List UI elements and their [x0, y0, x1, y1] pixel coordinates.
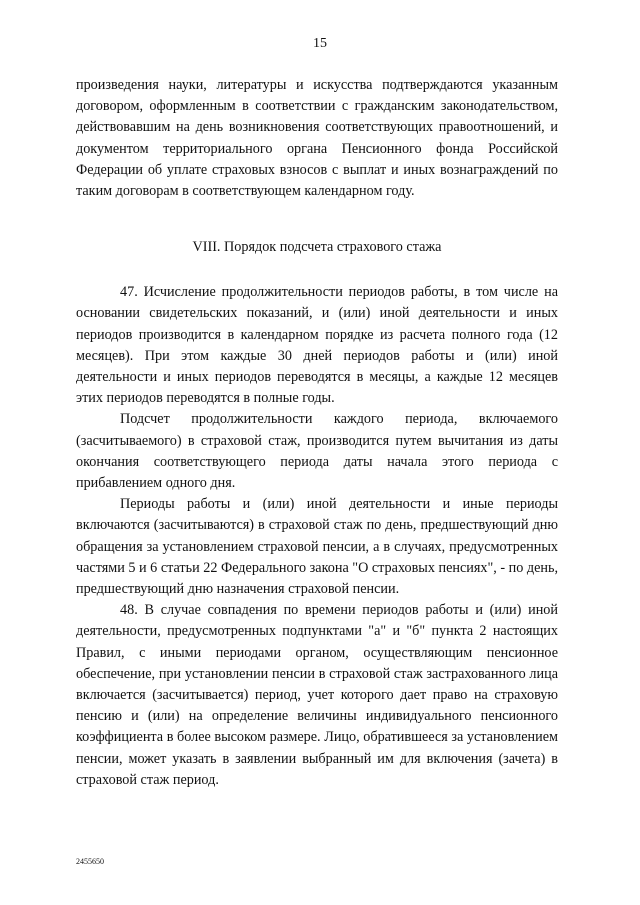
- document-body: [76, 75, 558, 791]
- paragraph-48: 48. В случае совпадения по времени периодов работы и (или) иной деятельности, предусмотренных подпунктами "а" и "б" пункта 2 настоящих Правил, с иными периодами органом, осуществляющим пенсионное обеспечение, при установлении пенсии в страховой стаж застрахованного лица включается (засчитывается) период, учет которого дает право на страховую пенсию и (или) на определение величины индивидуального пенсионного коэффициента в более высоком размере. Лицо, обратившееся за установлением пенсии, может указать в заявлении выбранный им для включения (зачета) в страховой стаж период.: [76, 602, 558, 788]
- document-code: 2455650: [76, 857, 104, 866]
- page-number: 15: [313, 36, 327, 51]
- paragraph-calculation: Подсчет продолжительности каждого периода, включаемого (засчитываемого) в страховой стаж, производится путем вычитания из даты окончания соответствующего периода даты начала этого периода с прибавлением одного дня.: [76, 411, 558, 492]
- paragraph-47: 47. Исчисление продолжительности периодов работы, в том числе на основании свидетельских показаний, и (или) иной деятельности и иных периодов производится в календарном порядке из расчета полного года (12 месяцев). При этом каждые 30 дней периодов работы и (или) иной деятельности и иных периодов переводятся в месяцы, а каждые 12 месяцев этих периодов переводятся в полные годы.: [76, 284, 558, 407]
- continuation-paragraph: произведения науки, литературы и искусства подтверждаются указанным договором, оформленным в соответствии с гражданским законодательством, действовавшим на день возникновения соответствующих правоотношений, и документом территориального органа Пенсионного фонда Российской Федерации об уплате страховых взносов с выплат и иных вознаграждений по таким договорам в соответствующем календарном году.: [76, 77, 558, 200]
- paragraph-inclusion-periods: Периоды работы и (или) иной деятельности и иные периоды включаются (засчитываются) в страховой стаж по день, предшествующий дню обращения за установлением страховой пенсии, а в случаях, предусмотренных частями 5 и 6 статьи 22 Федерального закона "О страховых пенсиях", - по день, предшествующий дню назначения страховой пенсии.: [76, 496, 558, 598]
- section-heading: VIII. Порядок подсчета страхового стажа: [192, 239, 442, 256]
